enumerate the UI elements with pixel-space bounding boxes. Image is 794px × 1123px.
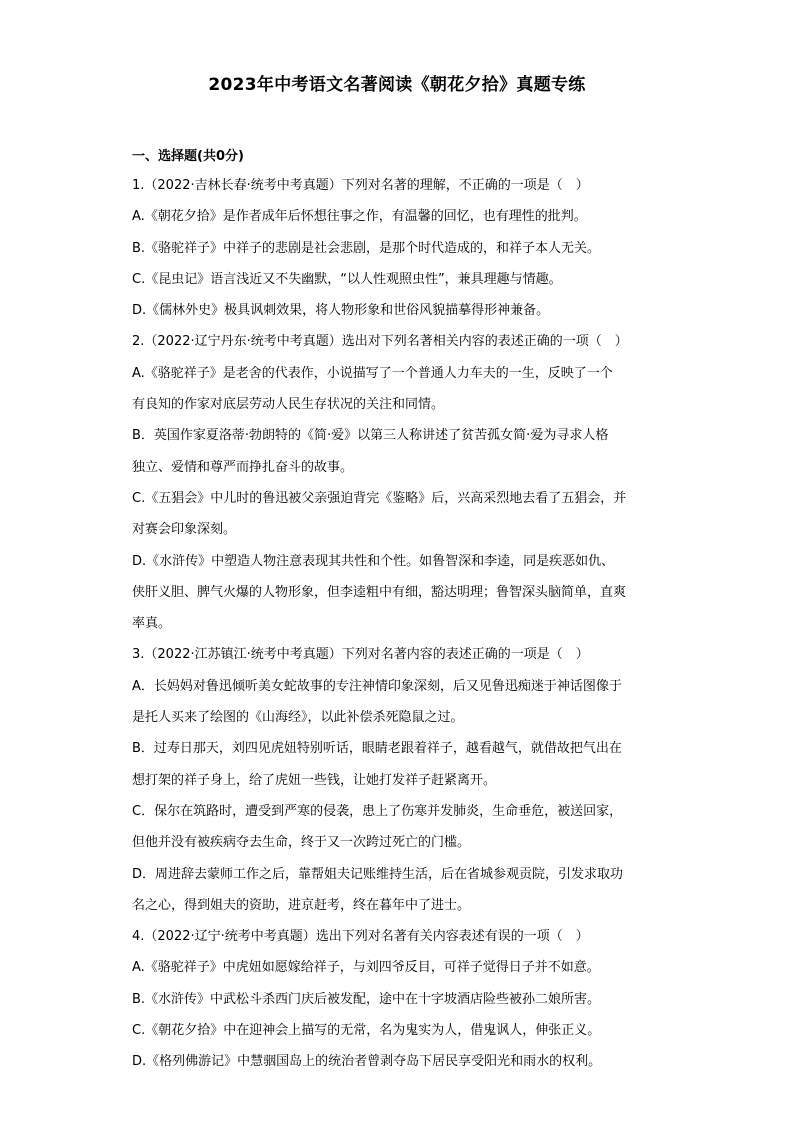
text-line: B.《水浒传》中武松斗杀西门庆后被发配，途中在十字坡酒店险些被孙二娘所害。 [132,991,601,1007]
text-line: 但他并没有被疾病夺去生命，终于又一次跨过死亡的门槛。 [132,835,471,851]
text-line: 有良知的作家对底层劳动人民生存状况的关注和同情。 [132,397,445,413]
text-line: A.《骆驼祥子》中虎妞如愿嫁给祥子，与刘四爷反目，可祥子觉得日子并不如意。 [132,960,600,976]
document-title: 2023年中考语文名著阅读《朝花夕拾》真题专练 [208,75,586,95]
text-line: 对赛会印象深刻。 [132,522,237,538]
text-line: A．长妈妈对鲁迅倾听美女蛇故事的专注神情印象深刻，后又见鲁迅痴迷于神话图像于 [132,678,622,694]
text-line: 想打架的祥子身上，给了虎妞一些钱，让她打发祥子赶紧离开。 [132,772,497,788]
text-line: D．周进辞去蒙师工作之后，靠帮姐夫记账维持生活，后在省城参观贡院，引发求取功 [132,866,624,882]
text-line: C.《昆虫记》语言浅近又不失幽默，“以人性观照虫性”，兼具理趣与情趣。 [132,271,562,287]
text-line: 是托人买来了绘图的《山海经》，以此补偿杀死隐鼠之过。 [132,710,464,726]
text-line: 1.（2022·吉林长春·统考中考真题）下列对名著的理解，不正确的一项是（ ） [132,178,589,193]
section-title: 一、选择题(共0分) [132,149,244,164]
text-line: D.《水浒传》中塑造人物注意表现其共性和个性。如鲁智深和李逵，同是疾恶如仇、 [132,553,615,569]
text-line: B.《骆驼祥子》中祥子的悲剧是社会悲剧，是那个时代造成的，和祥子本人无关。 [132,240,601,256]
text-line: 独立、爱情和尊严而挣扎奋斗的故事。 [132,459,354,475]
text-line: C.《朝花夕拾》中在迎神会上描写的无常，名为鬼实为人，借鬼讽人，伸张正义。 [132,1023,601,1039]
question-content [132,170,667,1078]
text-line: D.《格列佛游记》中慧骃国岛上的统治者曾剥夺岛下居民享受阳光和雨水的权利。 [132,1054,602,1070]
text-line: D.《儒林外史》极具讽刺效果，将人物形象和世俗风貌描摹得形神兼备。 [132,303,550,319]
text-line: C.《五猖会》中儿时的鲁迅被父亲强迫背完《鉴略》后，兴高采烈地去看了五猖会，并 [132,490,627,506]
text-line: 侠肝义胆、脾气火爆的人物形象，但李逵粗中有细，豁达明理；鲁智深头脑简单，直爽 [132,584,627,600]
text-line: C．保尔在筑路时，遭受到严寒的侵袭，患上了伤寒并发肺炎，生命垂危，被送回家， [132,803,623,819]
text-line: 4.（2022·辽宁·统考中考真题）选出下列对名著有关内容表述有误的一项（ ） [132,929,589,945]
text-line: A.《骆驼祥子》是老舍的代表作，小说描写了一个普通人力车夫的一生，反映了一个 [132,365,613,381]
text-line: B．英国作家夏洛蒂·勃朗特的《简·爱》以第三人称讲述了贫苦孤女简·爱为寻求人格 [132,428,609,444]
text-line: 率真。 [132,616,172,632]
text-line: 名之心，得到姐夫的资助，进京赶考，终在暮年中了进士。 [132,897,471,913]
text-line: A.《朝花夕拾》是作者成年后怀想往事之作，有温馨的回忆，也有理性的批判。 [132,209,587,225]
text-line: B．过寿日那天，刘四见虎妞特别听话，眼睛老跟着祥子，越看越气，就借故把气出在 [132,741,622,757]
text-line: 2.（2022·辽宁丹东·统考中考真题）选出对下列名著相关内容的表述正确的一项（ ） [132,334,628,350]
text-line: 3.（2022·江苏镇江·统考中考真题）下列对名著内容的表述正确的一项是（ ） [132,647,589,663]
